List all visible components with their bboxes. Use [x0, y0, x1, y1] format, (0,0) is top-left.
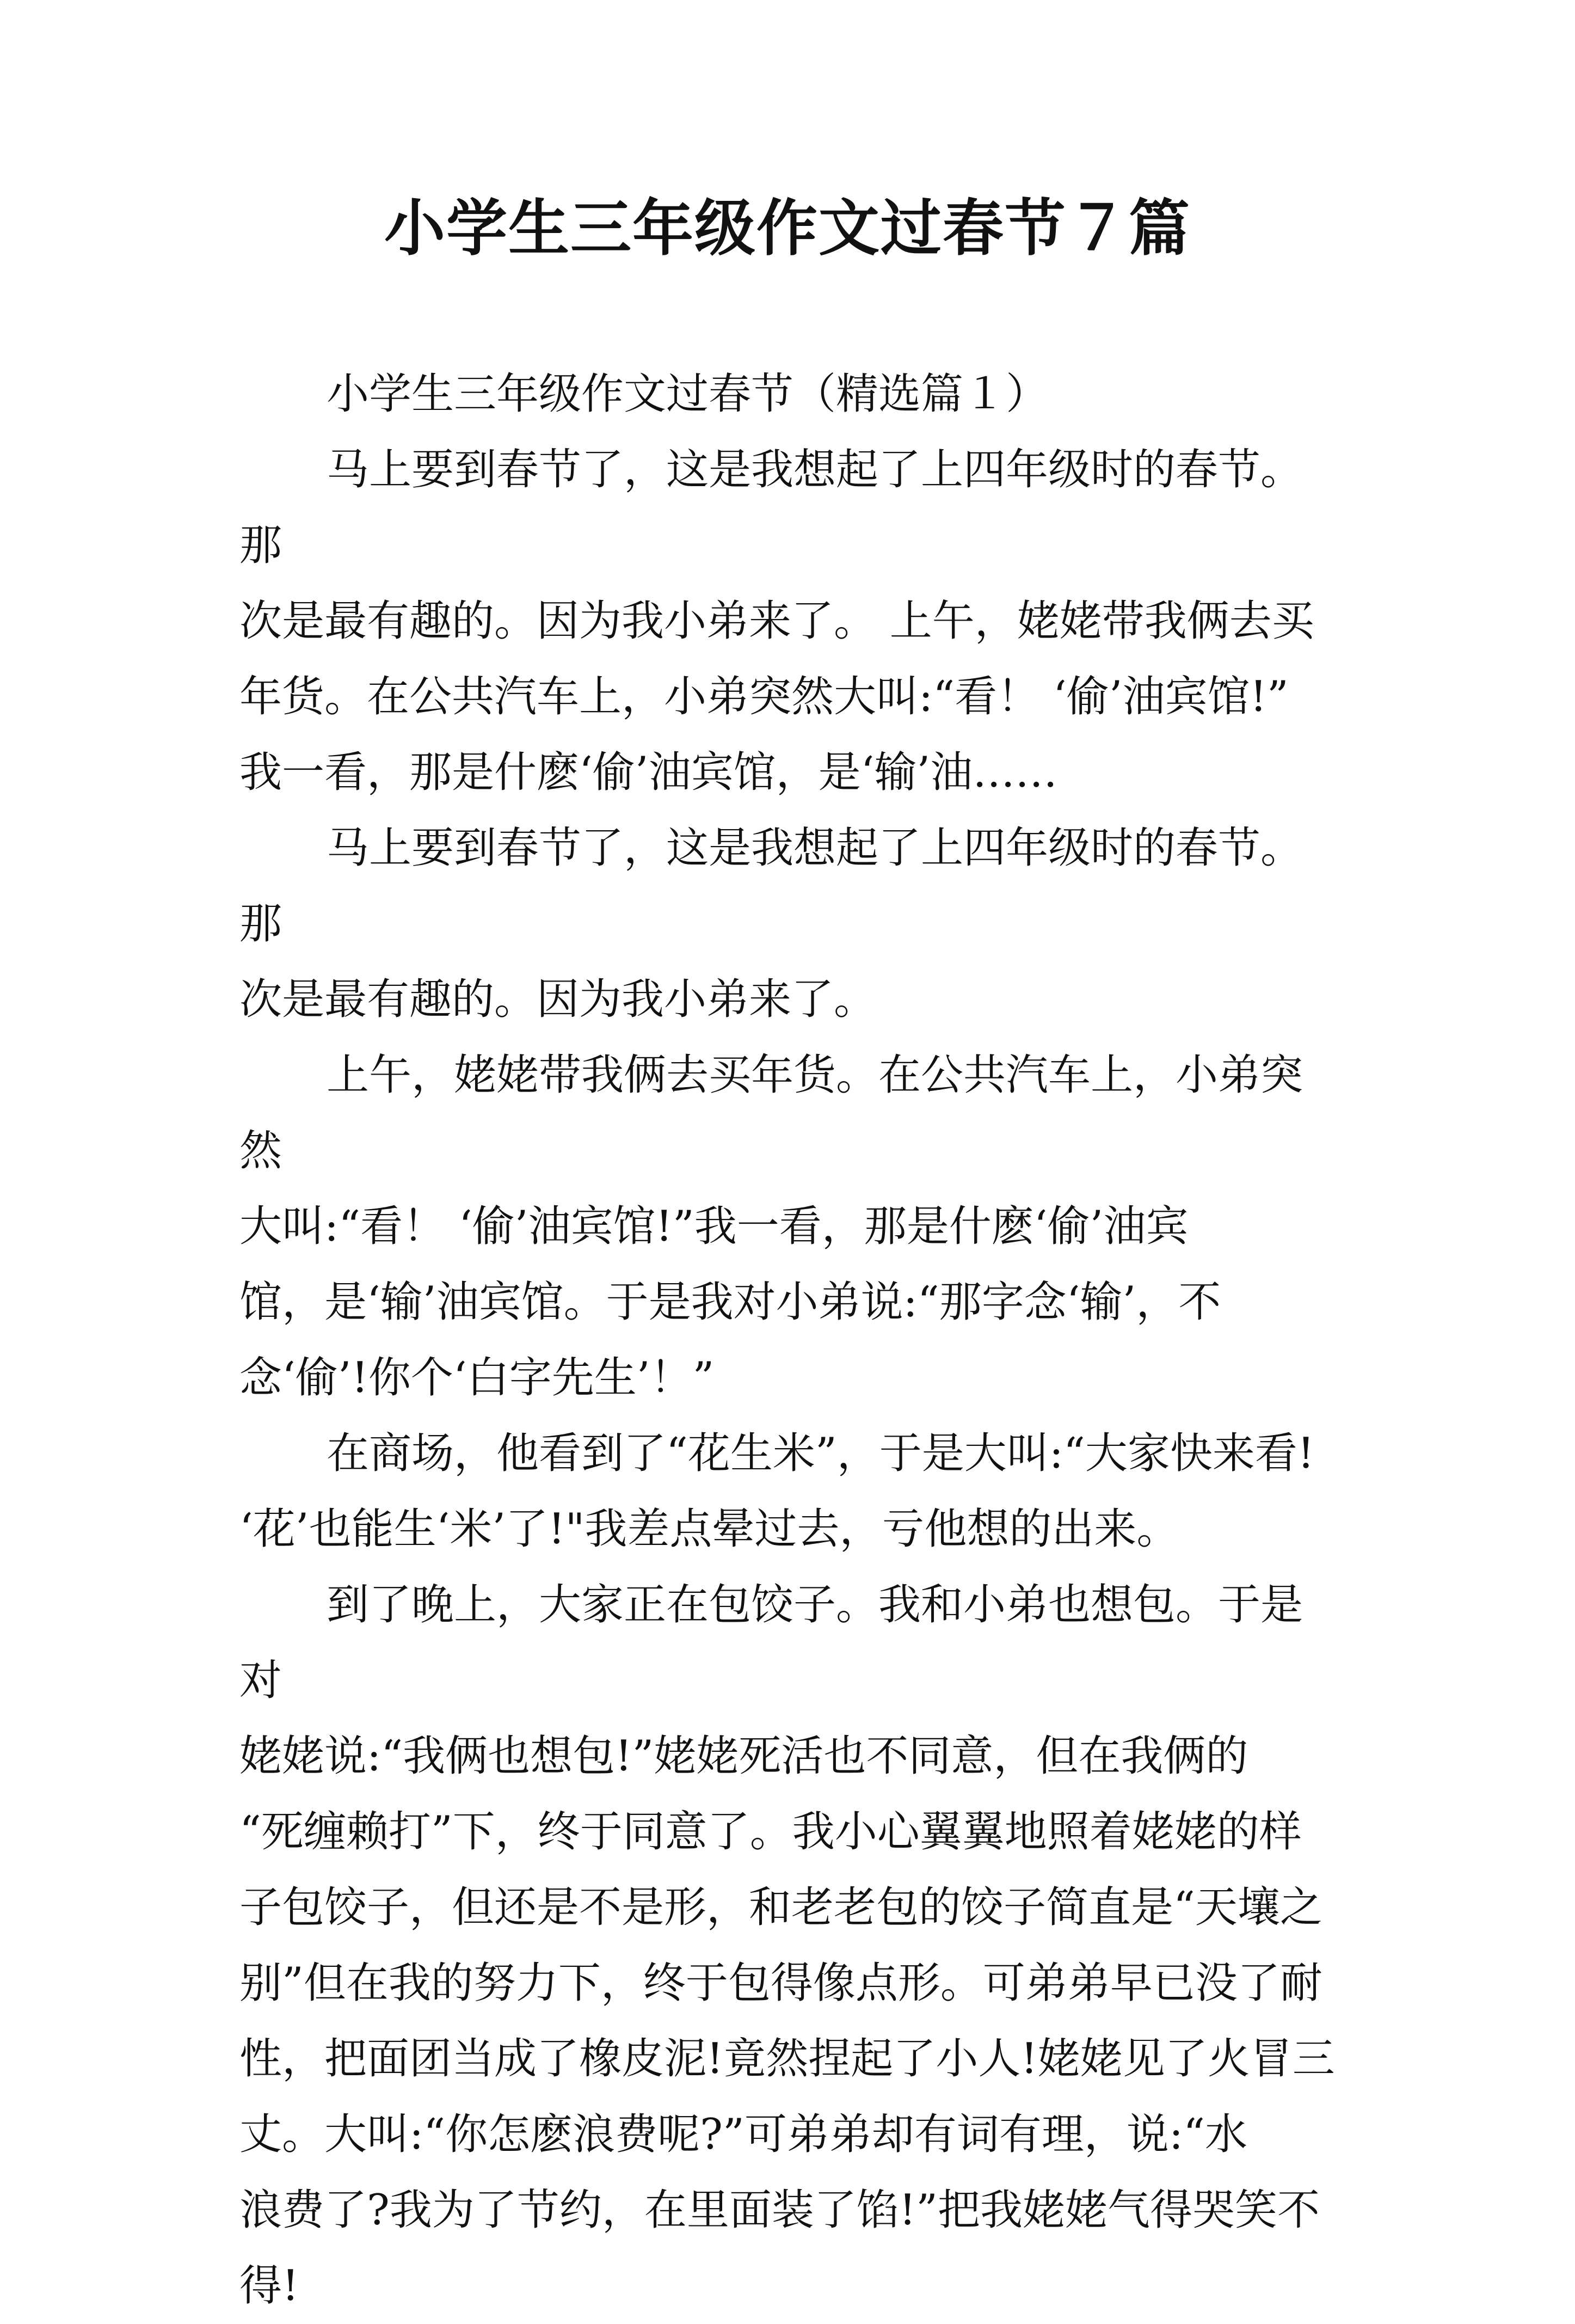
- paragraph-3: 上午，姥姥带我俩去买年货。在公共汽车上，小弟突然 大叫:“看！ ‘偷’油宾馆!”我一看，那是什麽‘偷’油宾 馆，是‘输’油宾馆。于是我对小弟说:“那字念‘输’，不 念‘偷’!你个‘白字先生’！”: [239, 1051, 1303, 1402]
- document-title: 小学生三年级作文过春节７篇: [384, 193, 1191, 264]
- section-subtitle: 小学生三年级作文过春节（精选篇１）: [327, 370, 1049, 419]
- document-body: [239, 357, 1339, 2324]
- paragraph-2: 马上要到春节了，这是我想起了上四年级时的春节。那 次是最有趣的。因为我小弟来了。: [239, 824, 1303, 1024]
- paragraph-1: 马上要到春节了，这是我想起了上四年级时的春节。那 次是最有趣的。因为我小弟来了。 上午，姥姥带我俩去买 年货。在公共汽车上，小弟突然大叫:“看！ ‘偷’油宾馆!” 我一看，那是什麽‘偷’油宾馆，是‘输’油……: [239, 445, 1314, 797]
- paragraph-4: 在商场，他看到了“花生米”，于是大叫:“大家快来看! ‘花’也能生‘米’了!"我差点晕过去，亏他想的出来。: [239, 1429, 1315, 1554]
- paragraph-5: 到了晚上，大家正在包饺子。我和小弟也想包。于是对 姥姥说:“我俩也想包!”姥姥死活也不同意，但在我俩的 “死缠赖打”下，终于同意了。我小心翼翼地照着姥姥的样 子包饺子，但还是不是形，和老老包的饺子简直是“天壤之 别”但在我的努力下，终于包得像点形。可弟弟早已没了耐 性，把面团当成了橡皮泥!竟然捏起了小人!姥姥见了火冒三 丈。大叫:“你怎麽浪费呢?”可弟弟却有词有理，说:“水 浪费了?我为了节约，在里面装了馅!”把我姥姥气得哭笑不 得!: [239, 1580, 1335, 2310]
